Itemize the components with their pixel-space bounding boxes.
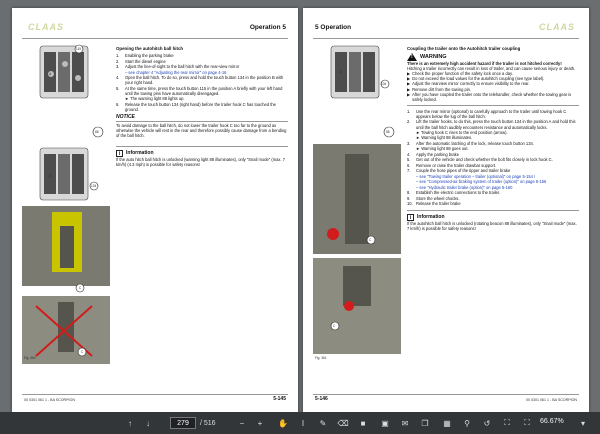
section-title: Coupling the trailer onto the Autohitch trailer coupling (407, 46, 521, 51)
fig-label-a: A (49, 72, 52, 76)
step-text: Lift the trailer hooks, to do this, press the touch button 134 in the position A and hold this until the ball hitch audibly encounters resistance and automatically locks. (416, 119, 576, 130)
step-text[interactable]: – see "Towing trailer operation – trailer (optional)" on page 5-154 / (416, 173, 536, 179)
list-item (116, 86, 288, 96)
step-text: ► Towing hook C rises to the end position (arrow). (416, 130, 508, 135)
header-rule (313, 38, 579, 39)
figure-number: Fig. 360 (24, 356, 36, 360)
step-text: Get out of the vehicle and check whether the bolt fits closely in lock hook C. (416, 157, 553, 163)
shape-icon[interactable]: ■ (360, 418, 366, 428)
list-item (407, 109, 579, 119)
step-text: At the same time, press the touch button 115 in the position A briefly with your left hand until the towing pins have automatically disengaged. (125, 85, 283, 96)
step-number (116, 96, 122, 101)
step-list (407, 105, 579, 207)
rotate-icon[interactable]: ↺ (483, 418, 491, 428)
step-text: ► The warning light 88 lights up. (125, 96, 185, 102)
info-icon: i (116, 150, 123, 157)
highlight-icon[interactable]: ▣ (381, 418, 389, 428)
step-number: 2. (407, 119, 411, 125)
fig-label-c-bottom: C (333, 324, 336, 328)
footer-rule (313, 394, 579, 395)
info-box (116, 146, 288, 167)
step-text[interactable]: – see "Compressed-air braking system of trailer (option)" on page 5-156 (416, 179, 547, 185)
step-number: 9. (407, 195, 411, 201)
chevron-down-icon[interactable]: ▾ (580, 418, 585, 428)
step-number (116, 70, 122, 75)
info-title: Information (417, 214, 445, 221)
list-item (407, 152, 579, 157)
select-text-icon[interactable]: I (301, 418, 305, 428)
bullet-text: Check the proper function of the safety lock once a day. (412, 71, 513, 77)
step-text: Start the diesel engine (125, 58, 166, 64)
pdf-toolbar (0, 412, 600, 434)
bullet-text: After you have coupled the trailer onto the telehandler, check whether the towing gear is safely locked. (412, 91, 572, 102)
step-number: 7. (407, 168, 411, 174)
footer-doc-id: 00 0301 061 1 - BA SCORPION (526, 398, 577, 402)
header-rule (22, 38, 288, 39)
list-item (407, 163, 579, 168)
arrow-up-icon[interactable]: ↑ (128, 418, 132, 428)
search-icon[interactable]: ⚲ (464, 418, 470, 428)
fig-label-88: 88 (386, 130, 390, 134)
step-number (407, 130, 413, 135)
fig-label-134: 134 (381, 82, 387, 86)
notice-text: To avoid damage to the ball hitch, do not lower the trailer hook C too far to the ground as otherwise the vehicle will rest in the rear and therefore possibly cause damage from a bending of the ball hitch. (116, 122, 287, 139)
step-text[interactable]: – see "Hydraulic trailer brake (option)" on page 5-160 (416, 184, 513, 190)
list-item (407, 179, 579, 184)
step-text: Remove or raise the trailer drawbar support. (416, 162, 497, 168)
step-number (407, 174, 413, 179)
step-text: Establish the electric connections to the trailer. (416, 190, 501, 196)
zoom-level[interactable]: 66.67% (540, 418, 564, 425)
list-item (407, 135, 579, 140)
claas-logo: CLAAS (28, 22, 64, 32)
step-number: 5. (407, 157, 411, 163)
step-number: 3. (116, 64, 120, 70)
footer-rule (22, 394, 288, 395)
bullet-icon: ▶ (407, 76, 411, 82)
right-content (407, 46, 579, 232)
figure-360-illustration (22, 44, 110, 364)
fit-page-icon[interactable]: ⛶ (504, 418, 510, 427)
info-text: If the autohitch ball hitch is unlocked (rotating beacon 88 illuminates), only "Snail mode" (max. 7 km/h) is possible for safety reasons! (407, 221, 577, 232)
figure-361 (313, 44, 401, 364)
step-number (407, 135, 413, 140)
fig-label-b: B (49, 174, 52, 178)
list-item (407, 141, 579, 146)
hand-tool-icon[interactable]: ✋ (278, 418, 288, 428)
step-text: Enabling the parking brake (125, 53, 174, 59)
draw-icon[interactable]: ✎ (319, 418, 327, 428)
figure-361-illustration (313, 44, 401, 364)
bullet-icon: ▶ (407, 71, 411, 77)
step-text: Release the trailer brake (416, 201, 461, 207)
list-item (407, 174, 579, 179)
step-number (407, 146, 413, 151)
step-text: Adjust the line-of-sight to the ball hitch with the rear-view mirror (125, 64, 240, 70)
left-content (116, 46, 288, 167)
step-text: Use the rear mirror (optional) to carefully approach to the trailer until towing hook C appears below the lug of the ball hitch. (416, 108, 567, 119)
bullet-icon: ▶ (407, 86, 411, 92)
list-item (116, 70, 288, 75)
list-item (407, 157, 579, 162)
list-item (407, 190, 579, 195)
list-item (407, 146, 579, 151)
figure-360 (22, 44, 110, 364)
step-number: 2. (116, 58, 120, 64)
fig-label-a: A (340, 70, 343, 74)
warning-icon: ! (407, 53, 417, 61)
section-title: Opening the autohitch ball hitch (116, 46, 184, 51)
step-number (407, 185, 413, 190)
fig-label-88: 88 (95, 130, 99, 134)
step-text: Couple the hose pipes of the tipper and trailer brake (416, 168, 511, 174)
list-item (116, 64, 288, 69)
info-box (407, 210, 579, 231)
step-number: 4. (116, 75, 120, 81)
step-number: 3. (407, 140, 411, 146)
step-text: Release the touch button 134 (right hand) before the trailer hook C has touched the ground. (125, 101, 276, 112)
step-text: ► Warning light 88 goes out. (416, 146, 469, 152)
warning-bullets (407, 71, 579, 102)
step-number: 1. (407, 108, 411, 114)
bullet-text: Adjust the rearview mirror correctly to ensure visibility to the rear. (412, 81, 530, 87)
list-item (407, 119, 579, 129)
zoom-out-icon[interactable]: − (239, 418, 245, 428)
warning-text: Hitching a trailer incorrectly can result in loss of trailer, and can cause serious injury or death. (407, 66, 576, 72)
info-title: Information (126, 150, 154, 157)
warning-title: WARNING (420, 53, 447, 60)
step-number: 1. (116, 53, 120, 59)
claas-logo: CLAAS (539, 22, 575, 32)
copy-icon[interactable]: ❐ (421, 418, 429, 428)
info-text: If the auto hitch ball hitch is unlocked (warning light 88 illuminates), only "Snail mode" (max. 7 km/h) (4.3 mph) is possible for safety reasons! (116, 157, 286, 168)
list-item (116, 53, 288, 58)
list-item (116, 96, 288, 101)
step-number: 8. (407, 190, 411, 196)
bullet-text: Remove dirt from the towing pin. (412, 86, 472, 92)
fullscreen-icon[interactable]: ⛶ (524, 418, 530, 427)
step-list (116, 53, 288, 112)
page-number-input[interactable]: 279 (170, 417, 196, 429)
list-item (407, 185, 579, 190)
total-pages: / 516 (200, 419, 216, 427)
list-item (407, 196, 579, 201)
info-icon: i (407, 214, 414, 221)
step-text: ► Warning light 88 illuminates. (416, 135, 473, 141)
page-number: 5-145 (273, 396, 286, 402)
page-header: Operation 5 (249, 24, 286, 31)
fig-label-115: 115 (76, 47, 82, 51)
list-item (116, 59, 288, 64)
page-header: 5 Operation (315, 24, 352, 31)
page-number: 5-146 (315, 396, 328, 402)
step-number: 6. (116, 101, 120, 107)
step-number: 5. (116, 85, 120, 91)
step-number: 10. (407, 201, 413, 207)
page-left (12, 8, 298, 412)
bullet-text: Do not exceed the load values for the autohitch coupling (see type label). (412, 76, 545, 82)
arrow-down-icon[interactable]: ↓ (146, 418, 150, 428)
footer-doc-id: 00 0301 061 1 - BA SCORPION (24, 398, 75, 402)
step-text: Store the wheel chocks. (416, 195, 460, 201)
list-item (116, 75, 288, 85)
warning-lead: There is an extremely high accident hazard if the trailer is not hitched correctly! (407, 61, 562, 67)
step-number (407, 179, 413, 184)
double-page-icon[interactable]: ▦ (443, 418, 451, 428)
list-item (407, 92, 579, 102)
fig-label-c-bottom: C (81, 350, 84, 354)
step-text: Apply the parking brake (416, 151, 460, 157)
list-item (407, 168, 579, 173)
page-right (303, 8, 589, 412)
step-text: Open the ball hitch. To do so, press and hold the touch button 134 in the position B with your right hand. (125, 75, 284, 86)
erase-icon[interactable]: ⌫ (337, 418, 349, 428)
notice-title: NOTICE (116, 115, 288, 122)
list-item (116, 102, 288, 112)
figure-number: Fig. 361 (315, 356, 327, 360)
list-item (407, 201, 579, 206)
fig-label-134: 134 (91, 184, 97, 188)
zoom-in-icon[interactable]: + (257, 418, 263, 428)
comment-icon[interactable]: ✉ (401, 418, 409, 428)
step-number: 4. (407, 151, 411, 157)
step-number: 6. (407, 162, 411, 168)
fig-label-c-top: C (79, 286, 82, 290)
list-item (407, 130, 579, 135)
fig-label-c-top: C (369, 238, 372, 242)
step-text[interactable]: – see chapter 4 "Adjusting the rear mirror" on page 4-16 (125, 69, 227, 75)
bullet-icon: ▶ (407, 91, 411, 97)
step-text: After the automatic latching of the lock, release touch button 134. (416, 140, 534, 146)
bullet-icon: ▶ (407, 81, 411, 87)
